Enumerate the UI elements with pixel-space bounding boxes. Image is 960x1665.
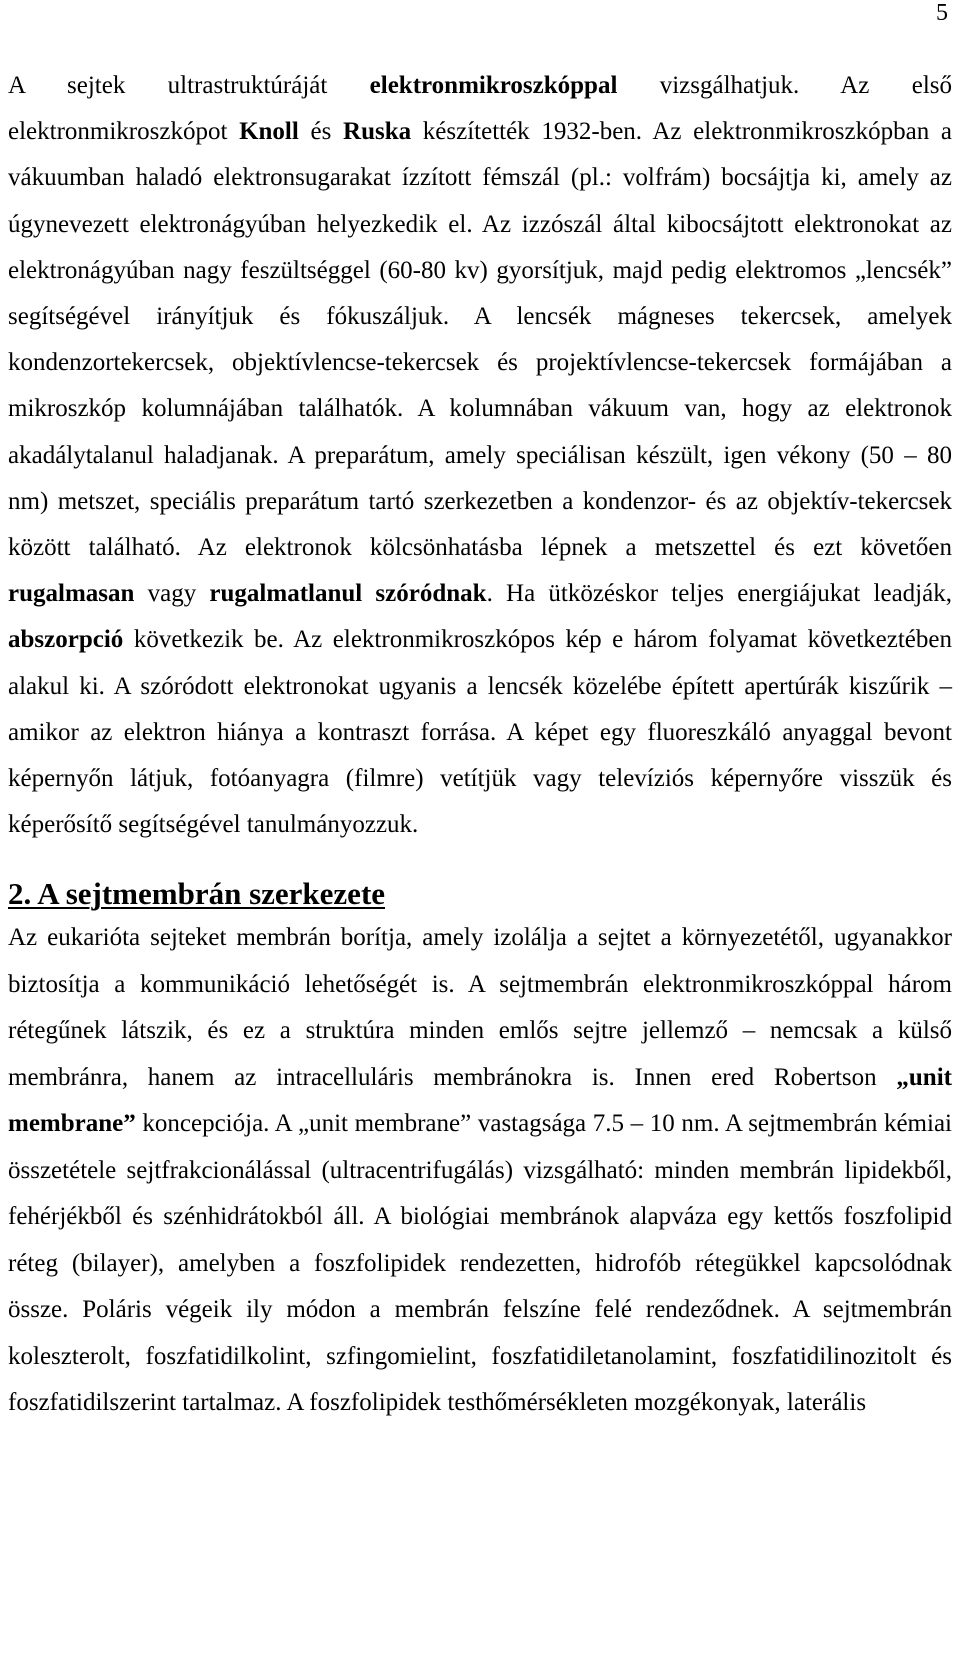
bold-name-knoll: Knoll	[239, 118, 299, 146]
section-heading: 2. A sejtmembrán szerkezete	[8, 876, 386, 912]
text-run: következik be. Az elektronmikroszkópos kép e három folyamat következtében alakul ki. A szóródott elektronokat ugyanis a lencsék közelébe épített apertúrák kiszűrik – amikor az elektron hiánya a kontraszt forrása. A képet egy fluoreszkáló anyaggal bevont képernyőn látjuk, fotóanyagra (filmre) vetítjük vagy televíziós képernyőre visszük és képerősítő segítségével tanulmányozzuk.	[8, 626, 952, 839]
page-number: 5	[936, 0, 948, 26]
text-run: . Ha ütközéskor teljes energiájukat leadják,	[486, 580, 952, 608]
bold-term-absorption: abszorpció	[8, 626, 124, 654]
text-run: koncepciója. A „unit membrane” vastagsága 7.5 – 10 nm. A sejtmembrán kémiai összetétele sejtfrakcionálással (ultracentrifugálás) vizsgálható: minden membrán lipidekből, fehérjékből és szénhidrátokból áll. A biológiai membránok alapváza egy kettős foszfolipid réteg (bilayer), amelyben a foszfolipidek rendezetten, hidrofób rétegükkel kapcsolódnak össze. Poláris végeik ily módon a membrán felszíne felé rendeződnek. A sejtmembrán koleszterolt, foszfatidilkolint, szfingomielint, foszfatidiletanolamint, foszfatidilinozitolt és foszfatidilszerint tartalmaz. A foszfolipidek testhőmérsékleten mozgékonyak, laterális	[8, 1110, 952, 1417]
text-run: és	[298, 118, 344, 146]
text-run: vagy	[134, 580, 210, 608]
text-run: A sejtek ultrastruktúráját	[8, 72, 370, 99]
paragraph-electron-microscopy	[8, 63, 952, 848]
bold-term-inelastic: rugalmatlanul szóródnak	[209, 580, 487, 608]
text-run: vizsgálhatjuk. Az első elektronmikroszkópot	[8, 72, 952, 146]
bold-term-elastic: rugalmasan	[8, 580, 135, 608]
text-run: Az eukarióta sejteket membrán borítja, amely izolálja a sejtet a környezetétől, ugyanakkor biztosítja a kommunikáció lehetőségét is. A sejtmembrán elektronmikroszkóppal három rétegűnek látszik, és ez a struktúra minden emlős sejtre jellemző – nemcsak a külső membránra, hanem az intracelluláris membránokra is. Innen ered Robertson	[8, 924, 952, 1091]
bold-term-electron-microscope: elektronmikroszkóppal	[369, 72, 618, 99]
text-run: készítették 1932-ben. Az elektronmikroszkópban a vákuumban haladó elektronsugarakat ízzított fémszál (pl.: volfrám) bocsájtja ki, amely az úgynevezett elektronágyúban helyezkedik el. Az izzószál által kibocsájtott elektronokat az elektronágyúban nagy feszültséggel (60-80 kv) gyorsítjuk, majd pedig elektromos „lencsék” segítségével irányítjuk és fókuszáljuk. A lencsék mágneses tekercsek, amelyek kondenzortekercsek, objektívlencse-tekercsek és projektívlencse-tekercsek formájában a mikroszkóp kolumnájában találhatók. A kolumnában vákuum van, hogy az elektronok akadálytalanul haladjanak. A preparátum, amely speciálisan készült, igen vékony (50 – 80 nm) metszet, speciális preparátum tartó szerkezetben a kondenzor- és az objektív-tekercsek között található. Az elektronok kölcsönhatásba lépnek a metszettel és ezt követően	[8, 118, 952, 562]
bold-term-unit-membrane: „unit membrane”	[8, 1063, 952, 1138]
document-body	[8, 63, 952, 1427]
bold-name-ruska: Ruska	[343, 118, 412, 146]
paragraph-cell-membrane	[8, 915, 952, 1427]
